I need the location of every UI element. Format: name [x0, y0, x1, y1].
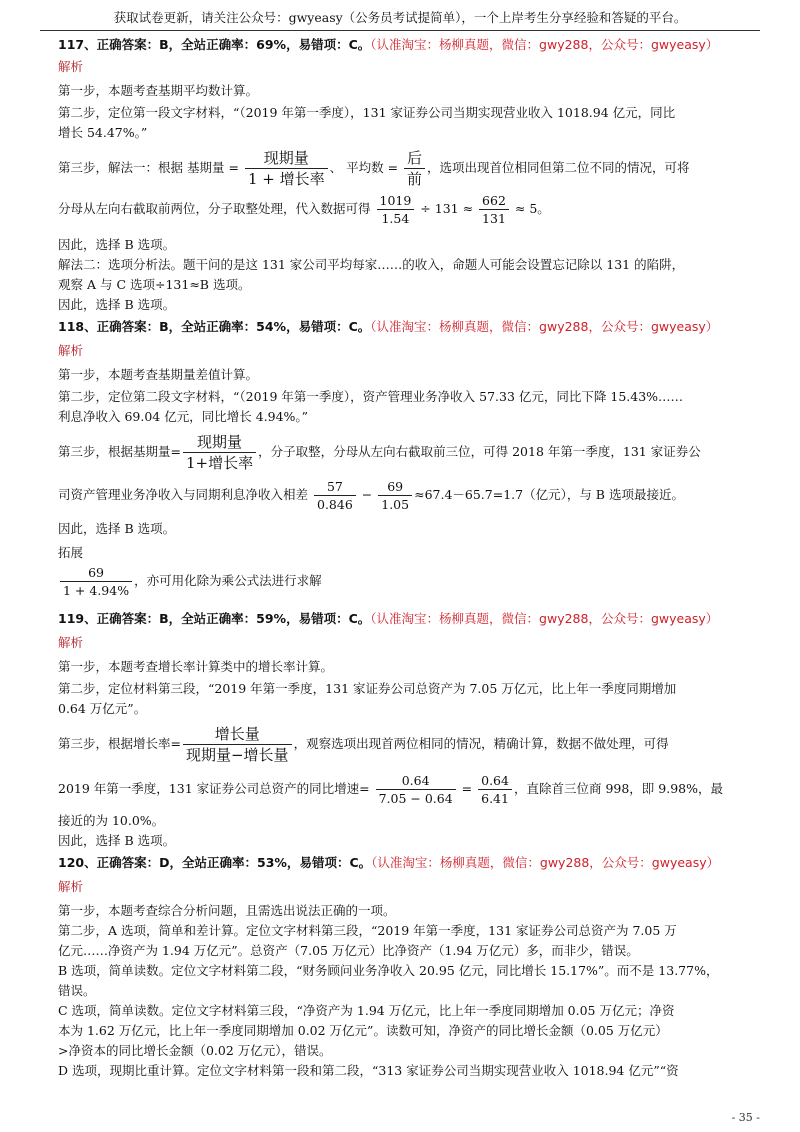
q119-step5: 接近的为 10.0%。 — [58, 813, 165, 828]
formula-base-fraction: $\frac{\text{现期量}}{\text{1+增长率}}$ — [183, 432, 256, 473]
q117-step6a: 解法二：选项分析法。题干问的是这 131 家公司平均每家……的收入，命题人可能会设置忘记除以 131 的陷阱， — [58, 257, 685, 272]
q119-step6: 因此，选择 B 选项。 — [58, 833, 176, 848]
ad-text: （认准淘宝：杨柳真题，微信：gwy288，公众号：gwyeasy） — [370, 319, 719, 334]
ad-text: （认准淘宝：杨柳真题，微信：gwy288，公众号：gwyeasy） — [371, 855, 720, 870]
q119-title: 119、正确答案：B，全站正确率：59%，易错项：C。（认准淘宝：杨柳真题，微信：gwy288，公众号：gwyeasy） — [58, 611, 719, 626]
extension-fraction: $\frac{69}{1 + 4.94\%}$ — [60, 564, 132, 599]
q118-title: 118、正确答案：B，全站正确率：54%，易错项：C。（认准淘宝：杨柳真题，微信：gwy288，公众号：gwyeasy） — [58, 319, 719, 334]
formula-growth-fraction: $\frac{\text{增长量}}{\text{现期量−增长量}}$ — [183, 724, 292, 765]
q120-step2a: 第二步，A 选项，简单和差计算。定位文字材料第三段，“2019 年第一季度，131 家证券公司总资产为 7.05 万 — [58, 923, 677, 938]
ad-text: （认准淘宝：杨柳真题，微信：gwy288，公众号：gwyeasy） — [370, 611, 719, 626]
q120-title: 120、正确答案：D，全站正确率：53%，易错项：C。（认准淘宝：杨柳真题，微信：gwy288，公众号：gwyeasy） — [58, 855, 720, 870]
calc-fraction: $\frac{1019}{1.54}$ — [377, 192, 415, 227]
q120-step2b: 亿元……净资产为 1.94 万亿元”。总资产（7.05 万亿元）比净资产（1.94 万亿元）多，而非少，错误。 — [58, 943, 639, 958]
formula-avg-fraction: $\frac{\text{后}}{\text{前}}$ — [404, 148, 425, 189]
page-header: 获取试卷更新，请关注公众号：gwyeasy（公务员考试提简单），一个上岸考生分享经验和答疑的平台。 — [40, 8, 760, 31]
q117-step1: 第一步，本题考查基期平均数计算。 — [58, 83, 259, 98]
formula-base-label: 基期量 — [187, 160, 225, 175]
calc-fraction: $\frac{69}{1.05}$ — [378, 478, 412, 513]
formula-base-fraction: $\frac{\text{现期量}}{\text{1 + 增长率}}$ — [245, 148, 328, 189]
q119-step3: 第三步，根据增长率= $\frac{\text{增长量}}{\text{现期量−增长量}}$ ，观察选项出现首两位相同的情况，精确计算，数据不做处理，可得 — [58, 725, 669, 764]
q118-step4: 司资产管理业务净收入与同期利息净收入相差 $\frac{57}{0.846}$ − $\frac{69}{1.05}$ ≈67.4－65.7=1.7（亿元），与 B 选项最接近。 — [58, 479, 684, 512]
page-number: - 35 - — [731, 1111, 760, 1124]
q120-step3a: B 选项，简单读数。定位文字材料第二段，“财务顾问业务净收入 20.95 亿元，同比增长 15.17%”。而不是 13.77%， — [58, 963, 719, 978]
q120-step4b: 本为 1.62 万亿元，比上年一季度同期增加 0.02 万亿元”。读数可知，净资产的同比增长金额（0.05 万亿元） — [58, 1023, 668, 1038]
q117-step5: 因此，选择 B 选项。 — [58, 237, 176, 252]
calc-fraction: $\frac{57}{0.846}$ — [314, 478, 356, 513]
formula-avg-label: 平均数 — [346, 160, 384, 175]
q118-step1: 第一步，本题考查基期量差值计算。 — [58, 367, 259, 382]
q120-analysis-label: 解析 — [58, 879, 84, 894]
q117-title: 117、正确答案：B，全站正确率：69%，易错项：C。（认准淘宝：杨柳真题，微信：gwy288，公众号：gwyeasy） — [58, 37, 719, 52]
q118-step2b: 利息净收入 69.04 亿元，同比增长 4.94%。” — [58, 409, 309, 424]
q118-step3: 第三步，根据基期量= $\frac{\text{现期量}}{\text{1+增长率}}$ ，分子取整，分母从左向右截取前三位，可得 2018 年第一季度，131 家证券公 — [58, 433, 701, 472]
q117-step7: 因此，选择 B 选项。 — [58, 297, 176, 312]
calc-fraction: $\frac{0.64}{7.05 - 0.64}$ — [376, 772, 456, 807]
calc-fraction: $\frac{0.64}{6.41}$ — [478, 772, 512, 807]
q118-step5: 因此，选择 B 选项。 — [58, 521, 176, 536]
q120-step4c: >净资本的同比增长金额（0.02 万亿元），错误。 — [58, 1043, 332, 1058]
ad-text: （认准淘宝：杨柳真题，微信：gwy288，公众号：gwyeasy） — [370, 37, 719, 52]
q119-analysis-label: 解析 — [58, 635, 84, 650]
q118-extension: $\frac{69}{1 + 4.94\%}$ ，亦可用化除为乘公式法进行求解 — [58, 564, 322, 599]
q117-analysis-label: 解析 — [58, 59, 84, 74]
q117-step4: 分母从左向右截取前两位，分子取整处理，代入数据可得 $\frac{1019}{1.54}$ ÷ 131 ≈ $\frac{662}{131}$ ≈ 5。 — [58, 193, 550, 226]
q117-step2b: 增长 54.47%。” — [58, 125, 148, 140]
q117-step2a: 第二步，定位第一段文字材料，“（2019 年第一季度），131 家证券公司当期实现营业收入 1018.94 亿元，同比 — [58, 105, 676, 120]
q118-extension-label: 拓展 — [58, 545, 84, 560]
q120-step1: 第一步，本题考查综合分析问题，且需选出说法正确的一项。 — [58, 903, 396, 918]
q120-step4a: C 选项，简单读数。定位文字材料第三段，“净资产为 1.94 万亿元，比上年一季度同期增加 0.05 万亿元；净资 — [58, 1003, 675, 1018]
calc-fraction: $\frac{662}{131}$ — [479, 192, 509, 227]
q117-step6b: 观察 A 与 C 选项÷131≈B 选项。 — [58, 277, 251, 292]
q118-analysis-label: 解析 — [58, 343, 84, 358]
q119-step4: 2019 年第一季度，131 家证券公司总资产的同比增速= $\frac{0.64}{7.05 - 0.64}$ = $\frac{0.64}{6.41}$ ，直除首三位商 998，即 9.98%，最 — [58, 773, 723, 806]
q119-step2a: 第二步，定位材料第三段，“2019 年第一季度，131 家证券公司总资产为 7.05 万亿元，比上年一季度同期增加 — [58, 681, 677, 696]
q119-step2b: 0.64 万亿元”。 — [58, 701, 147, 716]
q120-step5: D 选项，现期比重计算。定位文字材料第一段和第二段，“313 家证券公司当期实现营业收入 1018.94 亿元”“资 — [58, 1063, 679, 1078]
q120-step3b: 错误。 — [58, 983, 96, 998]
q119-step1: 第一步，本题考查增长率计算类中的增长率计算。 — [58, 659, 334, 674]
q118-step2a: 第二步，定位第二段文字材料，“（2019 年第一季度），资产管理业务净收入 57.33 亿元，同比下降 15.43%…… — [58, 389, 684, 404]
q117-step3: 第三步，解法一：根据 基期量 = $\frac{\text{现期量}}{\text{1 + 增长率}}$ 、 平均数 = $\frac{\text{后}}{\text{前}}$ ，选项出现首位相同但第二位不同的情况，可将 — [58, 149, 690, 188]
